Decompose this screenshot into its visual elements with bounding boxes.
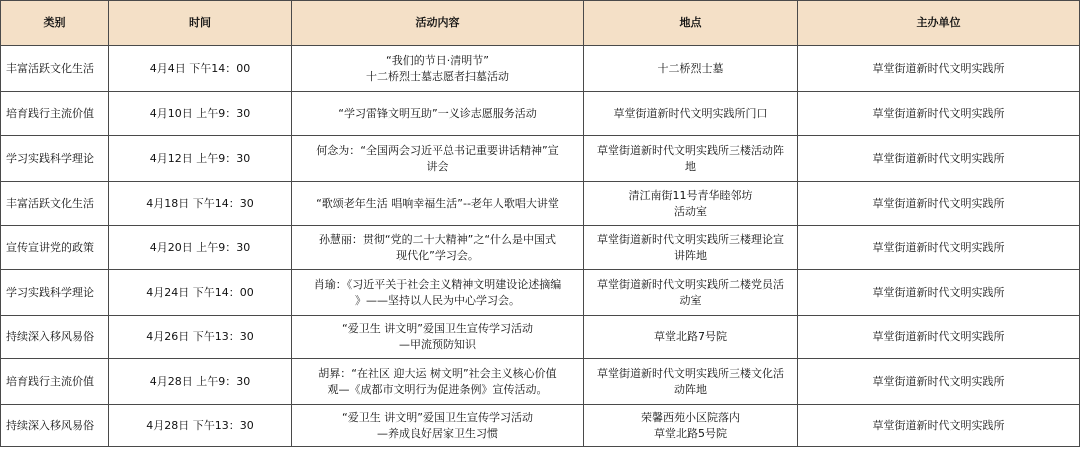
table-row xyxy=(1,226,1080,270)
table-header-row xyxy=(1,1,1080,46)
cell-time: 4月10日 上午9：30 xyxy=(109,92,292,136)
table-row xyxy=(1,316,1080,359)
cell-location: 草堂街道新时代文明实践所三楼文化活 动阵地 xyxy=(584,359,798,405)
cell-time: 4月26日 下午13：30 xyxy=(109,316,292,359)
cell-time: 4月12日 上午9：30 xyxy=(109,136,292,182)
cell-location: 草堂街道新时代文明实践所门口 xyxy=(584,92,798,136)
cell-organizer: 草堂街道新时代文明实践所 xyxy=(798,182,1080,226)
cell-category: 持续深入移风易俗 xyxy=(1,405,109,447)
table-row xyxy=(1,46,1080,92)
cell-time: 4月4日 下午14：00 xyxy=(109,46,292,92)
cell-category: 持续深入移风易俗 xyxy=(1,316,109,359)
header-content: 活动内容 xyxy=(292,1,584,46)
cell-organizer: 草堂街道新时代文明实践所 xyxy=(798,136,1080,182)
table-row xyxy=(1,182,1080,226)
cell-time: 4月28日 下午13：30 xyxy=(109,405,292,447)
cell-time: 4月24日 下午14：00 xyxy=(109,270,292,316)
cell-organizer: 草堂街道新时代文明实践所 xyxy=(798,316,1080,359)
cell-category: 培育践行主流价值 xyxy=(1,359,109,405)
cell-organizer: 草堂街道新时代文明实践所 xyxy=(798,270,1080,316)
cell-content: “爱卫生 讲文明”爱国卫生宣传学习活动 —甲流预防知识 xyxy=(292,316,584,359)
cell-category: 丰富活跃文化生活 xyxy=(1,182,109,226)
cell-location: 草堂北路7号院 xyxy=(584,316,798,359)
cell-category: 学习实践科学理论 xyxy=(1,270,109,316)
cell-location: 十二桥烈士墓 xyxy=(584,46,798,92)
table-row xyxy=(1,359,1080,405)
header-category: 类别 xyxy=(1,1,109,46)
header-location: 地点 xyxy=(584,1,798,46)
cell-content: 孙慧丽：贯彻“党的二十大精神”之“什么是中国式 现代化”学习会。 xyxy=(292,226,584,270)
cell-content: 何念为：“全国两会习近平总书记重要讲话精神”宣 讲会 xyxy=(292,136,584,182)
cell-time: 4月28日 上午9：30 xyxy=(109,359,292,405)
cell-location: 草堂街道新时代文明实践所二楼党员活 动室 xyxy=(584,270,798,316)
table-row xyxy=(1,270,1080,316)
table-row xyxy=(1,136,1080,182)
cell-content: “我们的节日·清明节” 十二桥烈士墓志愿者扫墓活动 xyxy=(292,46,584,92)
cell-location: 草堂街道新时代文明实践所三楼理论宣 讲阵地 xyxy=(584,226,798,270)
table-row xyxy=(1,92,1080,136)
header-organizer: 主办单位 xyxy=(798,1,1080,46)
cell-content: “爱卫生 讲文明”爱国卫生宣传学习活动 —养成良好居家卫生习惯 xyxy=(292,405,584,447)
cell-time: 4月18日 下午14：30 xyxy=(109,182,292,226)
cell-content: 肖瑜：《习近平关于社会主义精神文明建设论述摘编 》——坚持以人民为中心学习会。 xyxy=(292,270,584,316)
table-row xyxy=(1,405,1080,447)
header-time: 时间 xyxy=(109,1,292,46)
cell-organizer: 草堂街道新时代文明实践所 xyxy=(798,226,1080,270)
cell-organizer: 草堂街道新时代文明实践所 xyxy=(798,46,1080,92)
cell-category: 学习实践科学理论 xyxy=(1,136,109,182)
cell-organizer: 草堂街道新时代文明实践所 xyxy=(798,359,1080,405)
cell-content: “学习雷锋文明互助”一义诊志愿服务活动 xyxy=(292,92,584,136)
cell-content: 胡昪：“在社区 迎大运 树文明”社会主义核心价值 观—《成都市文明行为促进条例》宣传活动。 xyxy=(292,359,584,405)
cell-organizer: 草堂街道新时代文明实践所 xyxy=(798,92,1080,136)
cell-location: 荣馨西苑小区院落内 草堂北路5号院 xyxy=(584,405,798,447)
cell-category: 丰富活跃文化生活 xyxy=(1,46,109,92)
cell-category: 宣传宣讲党的政策 xyxy=(1,226,109,270)
cell-organizer: 草堂街道新时代文明实践所 xyxy=(798,405,1080,447)
cell-location: 草堂街道新时代文明实践所三楼活动阵 地 xyxy=(584,136,798,182)
cell-category: 培育践行主流价值 xyxy=(1,92,109,136)
cell-content: “歌颂老年生活 唱响幸福生活”--老年人歌唱大讲堂 xyxy=(292,182,584,226)
cell-time: 4月20日 上午9：30 xyxy=(109,226,292,270)
cell-location: 清江南街11号青华睦邻坊 活动室 xyxy=(584,182,798,226)
